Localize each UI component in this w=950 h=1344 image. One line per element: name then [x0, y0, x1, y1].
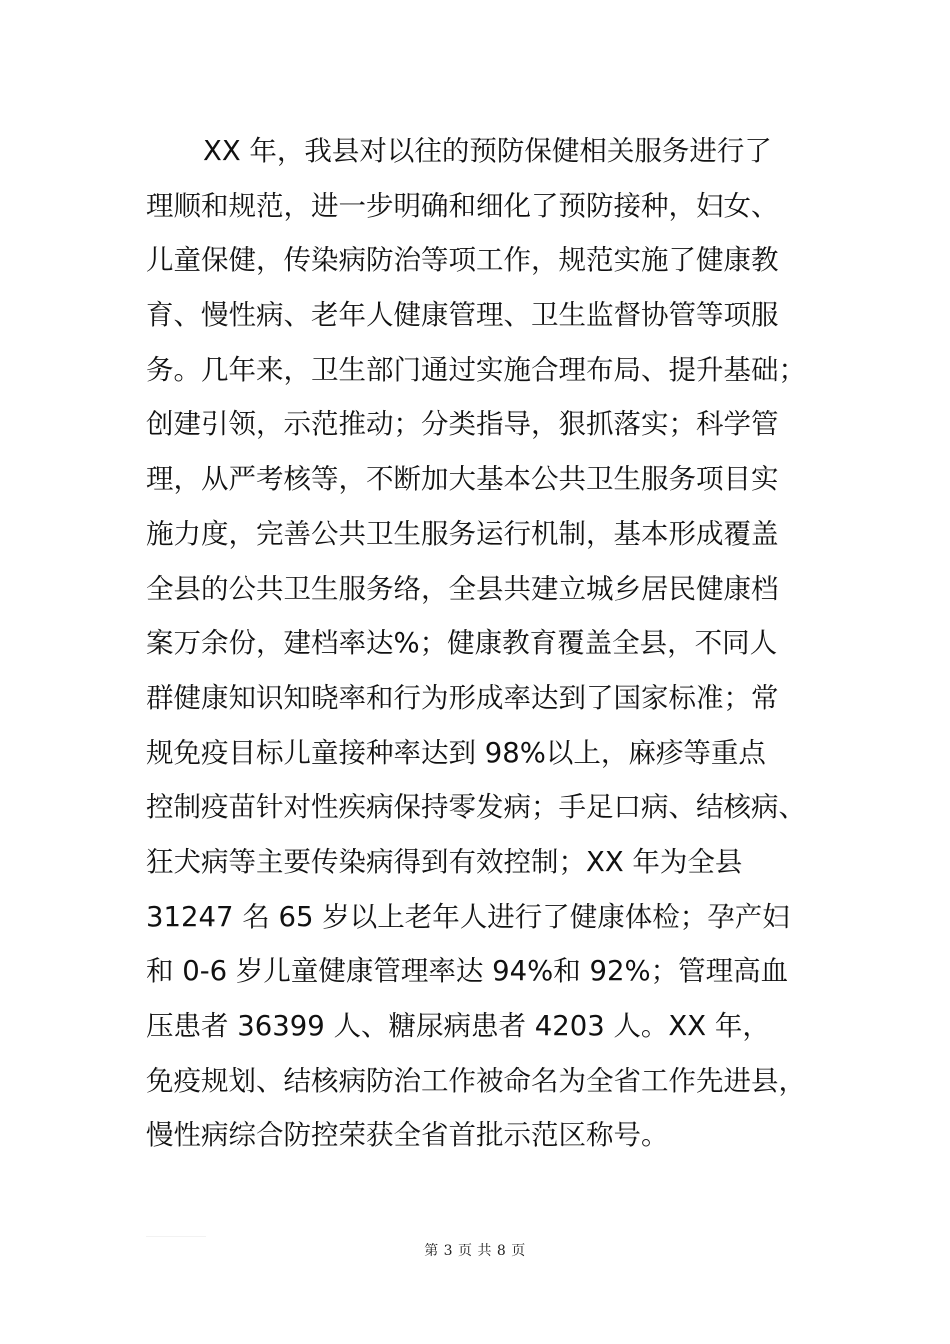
paragraph-line: 和 0-6 岁儿童健康管理率达 94%和 92%；管理高血 [146, 955, 789, 988]
paragraph-line: 控制疫苗针对性疾病保持零发病；手足口病、结核病、 [146, 791, 806, 824]
paragraph-line: 免疫规划、结核病防治工作被命名为全省工作先进县， [146, 1064, 806, 1097]
paragraph-line: XX 年，我县对以往的预防保健相关服务进行了 [203, 135, 772, 167]
body-paragraph [146, 124, 846, 1163]
page-number-footer: 第 3 页 共 8 页 [424, 1243, 526, 1259]
paragraph-line: 儿童保健，传染病防治等项工作，规范实施了健康教 [146, 244, 779, 277]
paragraph-line: 压患者 36399 人、糖尿病患者 4203 人。XX 年， [146, 1010, 770, 1042]
paragraph-line: 育、慢性病、老年人健康管理、卫生监督协管等项服 [146, 299, 779, 332]
paragraph-line: 慢性病综合防控荣获全省首批示范区称号。 [146, 1119, 669, 1152]
paragraph-line: 理，从严考核等，不断加大基本公共卫生服务项目实 [146, 463, 779, 496]
paragraph-line: 务。几年来，卫生部门通过实施合理布局、提升基础； [146, 353, 806, 386]
paragraph-line: 理顺和规范，进一步明确和细化了预防接种，妇女、 [146, 189, 779, 222]
paragraph-line: 狂犬病等主要传染病得到有效控制；XX 年为全县 [146, 845, 743, 878]
paragraph-line: 群健康知识知晓率和行为形成率达到了国家标准；常 [146, 681, 779, 714]
paragraph-line: 规免疫目标儿童接种率达到 98%以上，麻疹等重点 [146, 736, 766, 769]
paragraph-line: 施力度，完善公共卫生服务运行机制，基本形成覆盖 [146, 517, 779, 550]
paragraph-line: 创建引领，示范推动；分类指导，狠抓落实；科学管 [146, 408, 779, 441]
footer-divider [146, 1236, 206, 1237]
paragraph-line: 全县的公共卫生服务络，全县共建立城乡居民健康档 [146, 572, 779, 605]
paragraph-line: 31247 名 65 岁以上老年人进行了健康体检；孕产妇 [146, 900, 790, 933]
paragraph-line: 案万余份，建档率达%；健康教育覆盖全县，不同人 [146, 627, 778, 660]
